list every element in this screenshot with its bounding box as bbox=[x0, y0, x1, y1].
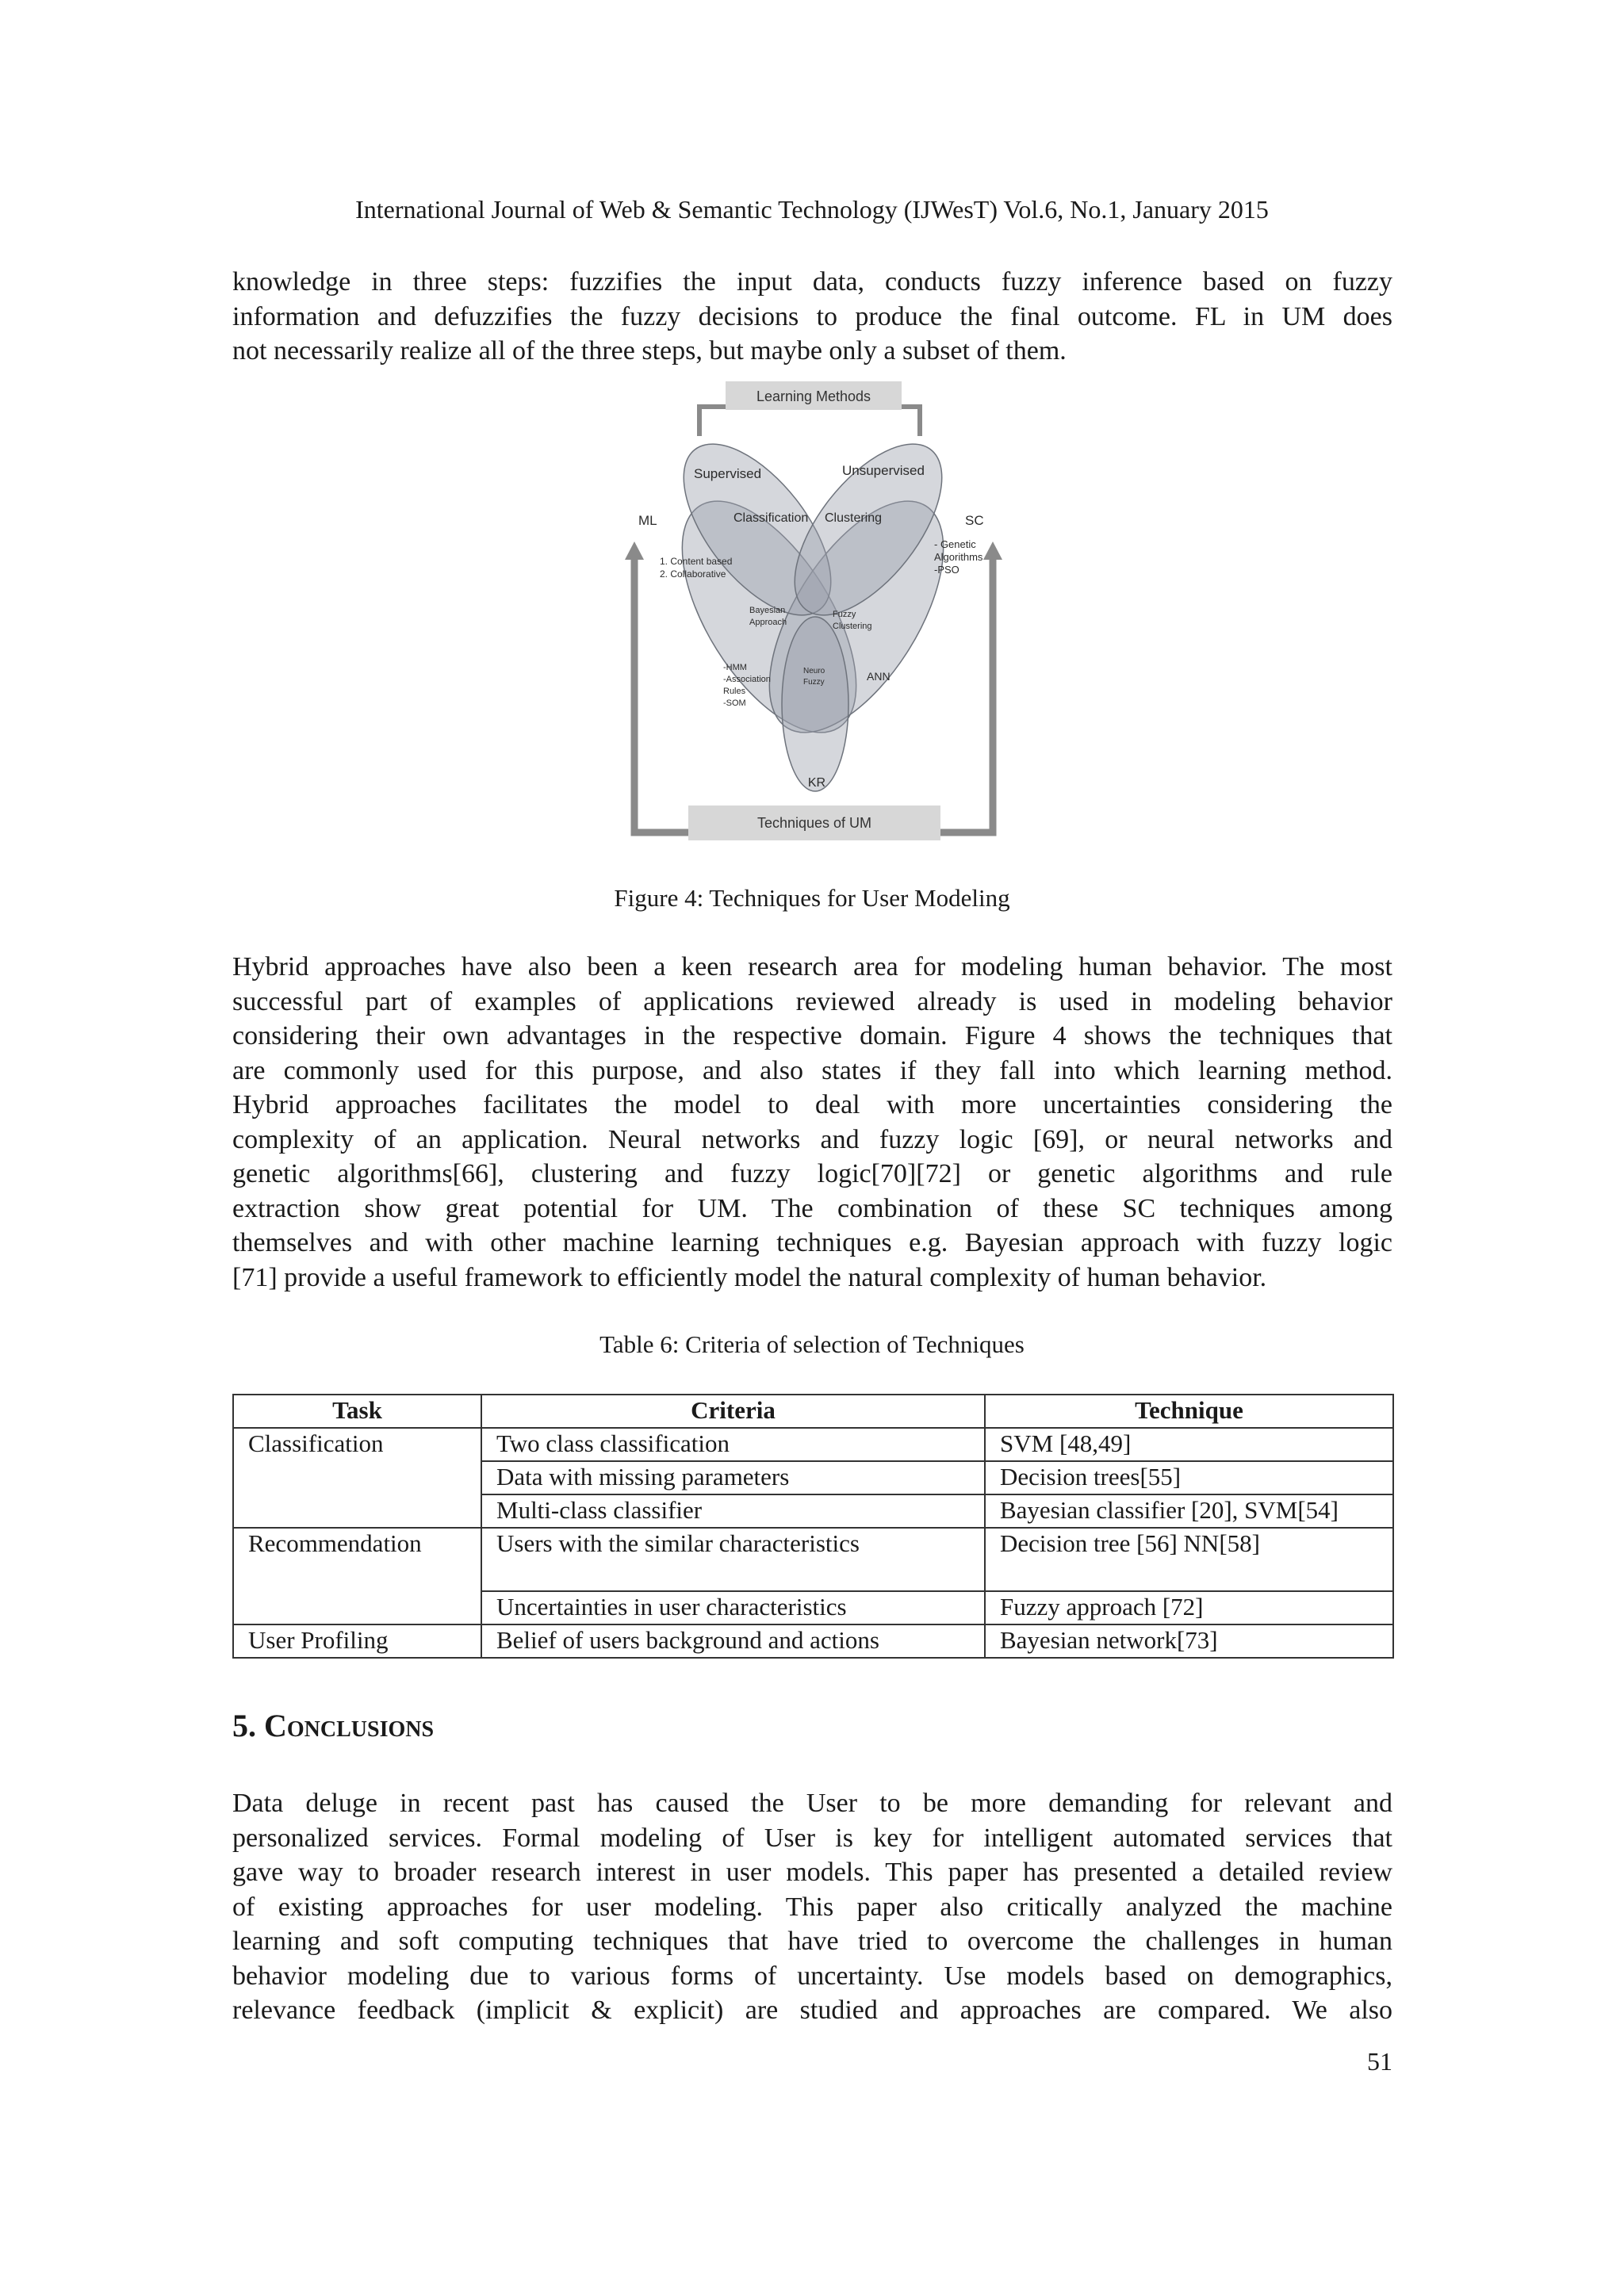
classification-label: Classification bbox=[733, 511, 809, 525]
text-line: relevance feedback (implicit & explicit) are studied and approaches are compared. We also bbox=[232, 1996, 1392, 2025]
text-line: themselves and with other machine learning techniques e.g. Bayesian approach with fuzzy logic bbox=[232, 1228, 1392, 1257]
bayesian-label: Bayesian bbox=[749, 606, 786, 615]
technique-cell: Bayesian classifier [20], SVM[54] bbox=[985, 1494, 1393, 1528]
text-line: gave way to broader research interest in user models. This paper has presented a detailed review bbox=[232, 1858, 1392, 1887]
hmm-list-item: -SOM bbox=[723, 698, 746, 708]
arrow-to-unsupervised bbox=[900, 407, 920, 436]
page-number: 51 bbox=[1367, 2047, 1392, 2076]
techniques-label: Techniques of UM bbox=[756, 815, 872, 831]
kr-ellipse bbox=[782, 617, 848, 791]
ml-list-item: 2. Collaborative bbox=[660, 568, 726, 580]
text-line: personalized services. Formal modeling of User is key for intelligent automated services that bbox=[232, 1823, 1392, 1853]
technique-cell: Decision trees[55] bbox=[985, 1461, 1393, 1494]
text-line: behavior modeling due to various forms of uncertainty. Use models based on demographics, bbox=[232, 1961, 1392, 1991]
intro-paragraph bbox=[232, 265, 1392, 369]
venn-diagram bbox=[603, 379, 1031, 847]
technique-cell: Decision tree [56] NN[58] bbox=[985, 1528, 1393, 1591]
table-row bbox=[233, 1624, 1393, 1658]
text-line: knowledge in three steps: fuzzifies the input data, conducts fuzzy inference based on fuzzy bbox=[232, 267, 1392, 297]
learning-methods-label: Learning Methods bbox=[756, 388, 871, 404]
text-line: learning and soft computing techniques that have tried to overcome the challenges in human bbox=[232, 1927, 1392, 1956]
clustering-label: Clustering bbox=[825, 511, 883, 525]
neuro-fuzzy-label: Neuro bbox=[803, 667, 825, 675]
figure-caption: Figure 4: Techniques for User Modeling bbox=[614, 884, 1010, 912]
text-line: considering their own advantages in the respective domain. Figure 4 shows the techniques that bbox=[232, 1021, 1392, 1050]
table-header-row bbox=[233, 1395, 1393, 1428]
text-line: [71] provide a useful framework to efficiently model the natural complexity of human behavior. bbox=[232, 1262, 1267, 1292]
kr-label: KR bbox=[807, 776, 826, 790]
hmm-list-item: Rules bbox=[723, 687, 746, 696]
text-line: extraction show great potential for UM. The combination of these SC techniques among bbox=[232, 1193, 1392, 1223]
hmm-list-item: -HMM bbox=[723, 663, 747, 672]
text-line: successful part of examples of applications reviewed already is used in modeling behavior bbox=[232, 986, 1392, 1016]
fuzzy-clustering-label: Fuzzy bbox=[833, 610, 856, 619]
text-line: information and defuzzifies the fuzzy decisions to produce the final outcome. FL in UM does bbox=[232, 301, 1392, 331]
table-row bbox=[233, 1528, 1393, 1591]
text-line: genetic algorithms[66], clustering and fuzzy logic[70][72] or genetic algorithms and rule bbox=[232, 1159, 1392, 1188]
criteria-table bbox=[232, 1394, 1394, 1659]
neuro-fuzzy-label: Fuzzy bbox=[803, 678, 825, 687]
hmm-list-item: -Association bbox=[723, 675, 771, 684]
text-line: of existing approaches for user modeling. This paper also critically analyzed the machine bbox=[232, 1892, 1392, 1922]
column-header-technique: Technique bbox=[985, 1395, 1393, 1428]
technique-cell: Bayesian network[73] bbox=[985, 1624, 1393, 1658]
column-header-task: Task bbox=[233, 1395, 481, 1428]
left-arrowhead-icon bbox=[625, 541, 644, 560]
section-heading-conclusions: 5. Conclusions bbox=[232, 1708, 435, 1743]
ann-label: ANN bbox=[867, 670, 891, 683]
unsupervised-label: Unsupervised bbox=[842, 463, 925, 478]
sc-label: SC bbox=[965, 513, 984, 528]
text-line: Hybrid approaches facilitates the model to deal with more uncertainties considering the bbox=[232, 1090, 1392, 1119]
text-line: complexity of an application. Neural networks and fuzzy logic [69], or neural networks and bbox=[232, 1124, 1392, 1154]
text-line: are commonly used for this purpose, and also states if they fall into which learning method. bbox=[232, 1055, 1392, 1085]
text-line: Hybrid approaches have also been a keen research area for modeling human behavior. The most bbox=[232, 952, 1392, 982]
criteria-cell: Users with the similar characteristics bbox=[481, 1528, 985, 1591]
technique-cell: SVM [48,49] bbox=[985, 1428, 1393, 1461]
criteria-cell: Two class classification bbox=[481, 1428, 985, 1461]
criteria-cell: Multi-class classifier bbox=[481, 1494, 985, 1528]
sc-list-item: - Genetic bbox=[934, 538, 976, 550]
table-caption: Table 6: Criteria of selection of Techniques bbox=[599, 1330, 1025, 1358]
conclusions-paragraph bbox=[232, 1786, 1392, 2028]
ml-list-item: 1. Content based bbox=[660, 556, 733, 567]
criteria-cell: Uncertainties in user characteristics bbox=[481, 1591, 985, 1624]
fuzzy-clustering-label: Clustering bbox=[833, 622, 872, 631]
technique-cell: Fuzzy approach [72] bbox=[985, 1591, 1393, 1624]
sc-list-item: -PSO bbox=[934, 564, 959, 576]
criteria-cell: Belief of users background and actions bbox=[481, 1624, 985, 1658]
table-row bbox=[233, 1428, 1393, 1461]
text-line: not necessarily realize all of the three steps, but maybe only a subset of them. bbox=[232, 336, 1067, 365]
arrow-to-supervised bbox=[699, 407, 726, 436]
supervised-label: Supervised bbox=[694, 466, 762, 481]
bayesian-label: Approach bbox=[749, 618, 787, 627]
sc-list-item: Algorithms bbox=[934, 551, 983, 563]
task-cell: Recommendation bbox=[233, 1528, 481, 1624]
criteria-cell: Data with missing parameters bbox=[481, 1461, 985, 1494]
task-cell: User Profiling bbox=[233, 1624, 481, 1658]
techniques-venn-figure bbox=[603, 379, 1031, 847]
ml-label: ML bbox=[638, 513, 657, 528]
column-header-criteria: Criteria bbox=[481, 1395, 985, 1428]
text-line: Data deluge in recent past has caused the User to be more demanding for relevant and bbox=[232, 1789, 1392, 1818]
task-cell: Classification bbox=[233, 1428, 481, 1528]
running-header: International Journal of Web & Semantic Technology (IJWesT) Vol.6, No.1, January 2015 bbox=[355, 195, 1269, 224]
hybrid-paragraph bbox=[232, 950, 1392, 1295]
right-arrowhead-icon bbox=[983, 541, 1002, 560]
